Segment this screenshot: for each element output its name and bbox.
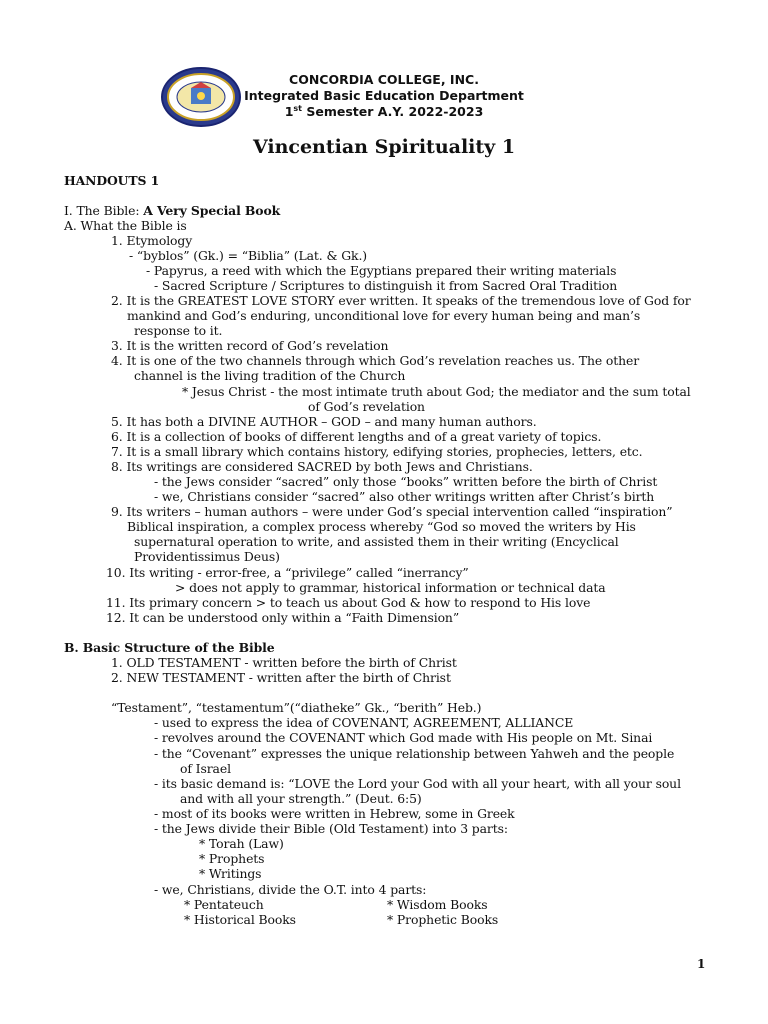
list-item: - most of its books were written in Hebrew, some in Greek <box>154 806 515 821</box>
list-item: - its basic demand is: “LOVE the Lord your God with all your heart, with all your soul <box>154 776 681 791</box>
list-item: 12. It can be understood only within a “Faith Dimension” <box>106 610 460 625</box>
list-item: - we, Christians consider “sacred” also other writings written after Christ’s birth <box>154 489 655 504</box>
list-item: mankind and God’s enduring, unconditional love for every human being and man’s <box>127 308 641 323</box>
list-item: * Prophetic Books <box>387 912 499 927</box>
list-item: - revolves around the COVENANT which God made with His people on Mt. Sinai <box>154 730 653 745</box>
list-item: 3. It is the written record of God’s revelation <box>111 338 389 353</box>
list-item: supernatural operation to write, and assisted them in their writing (Encyclical <box>134 534 619 549</box>
list-item: > does not apply to grammar, historical information or technical data <box>175 580 606 595</box>
list-item: response to it. <box>134 323 223 338</box>
list-item: - Sacred Scripture / Scriptures to distinguish it from Sacred Oral Tradition <box>154 278 618 293</box>
page-number: 1 <box>697 957 706 971</box>
list-item: * Wisdom Books <box>387 897 488 912</box>
list-item: of Israel <box>180 761 231 776</box>
semester-line: 1st Semester A.Y. 2022-2023 <box>284 104 484 120</box>
list-item: 2. It is the GREATEST LOVE STORY ever written. It speaks of the tremendous love of God for <box>111 293 691 308</box>
list-item: 6. It is a collection of books of different lengths and of a great variety of topics. <box>111 429 602 444</box>
list-item: 1. OLD TESTAMENT - written before the birth of Christ <box>111 655 457 670</box>
testament-definition: “Testament”, “testamentum”(“diatheke” Gk., “berith” Heb.) <box>111 700 482 715</box>
list-item: * Historical Books <box>184 912 296 927</box>
department-name: Integrated Basic Education Department <box>244 88 524 103</box>
list-item: * Pentateuch <box>184 897 264 912</box>
list-item: 10. Its writing - error-free, a “privilege” called “inerrancy” <box>106 565 469 580</box>
list-item: - we, Christians, divide the O.T. into 4 parts: <box>154 882 427 897</box>
list-item: * Prophets <box>199 851 265 866</box>
list-item: 2. NEW TESTAMENT - written after the birth of Christ <box>111 670 451 685</box>
list-item: - used to express the idea of COVENANT, AGREEMENT, ALLIANCE <box>154 715 574 730</box>
list-item: - the Jews consider “sacred” only those “books” written before the birth of Christ <box>154 474 658 489</box>
handouts-heading: HANDOUTS 1 <box>64 173 160 188</box>
section-i-heading: I. The Bible: A Very Special Book <box>64 203 281 218</box>
list-item: * Jesus Christ - the most intimate truth about God; the mediator and the sum total <box>182 384 691 399</box>
list-item: channel is the living tradition of the Church <box>134 368 406 383</box>
list-item: 4. It is one of the two channels through which God’s revelation reaches us. The other <box>111 353 640 368</box>
list-item: 5. It has both a DIVINE AUTHOR – GOD – and many human authors. <box>111 414 537 429</box>
list-item: Providentissimus Deus) <box>134 549 280 564</box>
list-item: * Torah (Law) <box>199 836 284 851</box>
section-b-heading: B. Basic Structure of the Bible <box>64 640 275 655</box>
list-item: - the “Covenant” expresses the unique relationship between Yahweh and the people <box>154 746 675 761</box>
list-item: - the Jews divide their Bible (Old Testament) into 3 parts: <box>154 821 508 836</box>
list-item: 8. Its writings are considered SACRED by both Jews and Christians. <box>111 459 533 474</box>
list-item: 7. It is a small library which contains history, edifying stories, prophecies, letters, etc. <box>111 444 643 459</box>
list-item: Biblical inspiration, a complex process whereby “God so moved the writers by His <box>127 519 636 534</box>
list-item: - “byblos” (Gk.) = “Biblia” (Lat. & Gk.) <box>129 248 368 263</box>
list-item: 9. Its writers – human authors – were under God’s special intervention called “inspiration” <box>111 504 673 519</box>
college-name: CONCORDIA COLLEGE, INC. <box>289 72 479 87</box>
list-item: and with all your strength.” (Deut. 6:5) <box>180 791 422 806</box>
list-item: of God’s revelation <box>308 399 425 414</box>
page-title: Vincentian Spirituality 1 <box>252 136 516 158</box>
list-item: 1. Etymology <box>111 233 193 248</box>
list-item: 11. Its primary concern > to teach us about God & how to respond to His love <box>106 595 591 610</box>
list-item: * Writings <box>199 866 262 881</box>
list-item: - Papyrus, a reed with which the Egyptians prepared their writing materials <box>146 263 617 278</box>
list-item: A. What the Bible is <box>64 218 187 233</box>
